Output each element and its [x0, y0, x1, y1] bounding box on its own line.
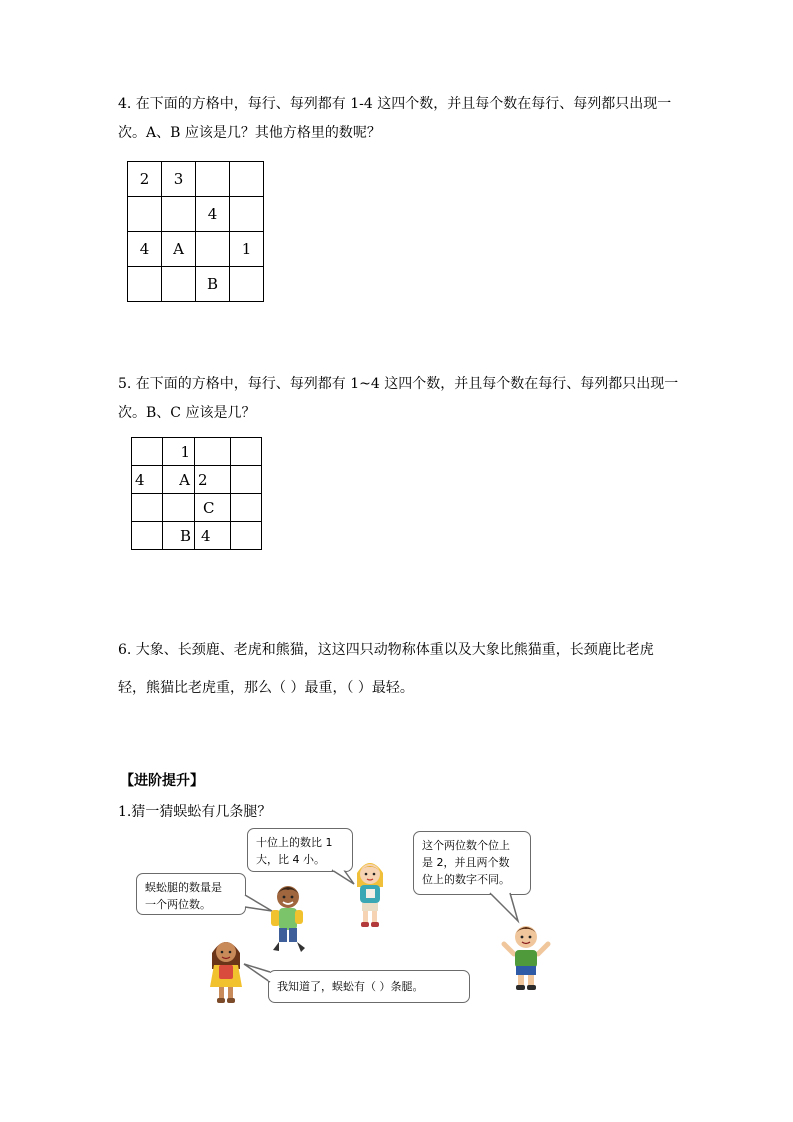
q4-cell: 4: [128, 232, 162, 267]
bubble-line: 蜈蚣腿的数量是: [145, 881, 222, 894]
boy-arms-up-icon: [500, 920, 552, 994]
advanced-question: 1.猜一猜蜈蚣有几条腿？: [118, 804, 272, 820]
q5-cell: [132, 494, 163, 522]
q5-text-line2: 次。B、C 应该是几？: [118, 405, 256, 421]
q5-cell: B: [163, 522, 195, 550]
q5-cell: 2: [195, 466, 231, 494]
bubble-tail: [242, 962, 272, 986]
bubble-line: 是 2，并且两个数: [422, 856, 510, 869]
speech-bubble-ones: [413, 831, 531, 895]
speech-bubble-two-digit: [136, 873, 246, 915]
q5-cell: [132, 438, 163, 466]
q4-cell: 3: [162, 162, 196, 197]
q4-cell: [162, 267, 196, 302]
q5-cell: C: [195, 494, 231, 522]
q4-text-line1: 4. 在下面的方格中，每行、每列都有 1-4 这四个数，并且每个数在每行、每列都只出现一: [118, 96, 672, 112]
bubble-line: 十位上的数比 1: [256, 836, 333, 849]
q4-text-line2: 次。A、B 应该是几？其他方格里的数呢？: [118, 125, 381, 141]
q4-cell: 1: [230, 232, 264, 267]
q5-cell: [163, 494, 195, 522]
bubble-line: 一个两位数。: [145, 898, 211, 911]
q5-cell: 4: [132, 466, 163, 494]
q4-cell: [128, 197, 162, 232]
q5-cell: A: [163, 466, 195, 494]
q4-cell: [230, 162, 264, 197]
boy-green-shirt-icon: [265, 882, 311, 954]
blonde-girl-icon: [350, 857, 390, 929]
q5-cell: [231, 466, 262, 494]
girl-yellow-dress-icon: [206, 935, 246, 1005]
q6-text-line2: 轻，熊猫比老虎重，那么（ ）最重，（ ）最轻。: [118, 680, 414, 696]
q4-cell: B: [196, 267, 230, 302]
q4-cell: [128, 267, 162, 302]
q5-cell: [195, 438, 231, 466]
speech-bubble-answer: [268, 970, 470, 1003]
bubble-line: 大，比 4 小。: [256, 853, 325, 866]
q5-cell: 1: [163, 438, 195, 466]
q4-cell: [162, 197, 196, 232]
q5-cell: 4: [195, 522, 231, 550]
q4-cell: 2: [128, 162, 162, 197]
q5-cell: [231, 438, 262, 466]
q4-cell: [230, 197, 264, 232]
q4-cell: 4: [196, 197, 230, 232]
q6-text-line1: 6. 大象、长颈鹿、老虎和熊猫，这这四只动物称体重以及大象比熊猫重，长颈鹿比老虎: [118, 642, 654, 658]
q5-text-line1: 5. 在下面的方格中，每行、每列都有 1~4 这四个数，并且每个数在每行、每列都只出现一: [118, 376, 679, 392]
speech-bubble-tens: [247, 828, 353, 872]
q5-cell: [231, 522, 262, 550]
q5-cell: [132, 522, 163, 550]
bubble-line: 这个两位数个位上: [422, 839, 510, 852]
bubble-line: 我知道了，蜈蚣有（ ）条腿。: [277, 980, 424, 993]
bubble-line: 位上的数字不同。: [422, 873, 510, 886]
section-title: 【进阶提升】: [120, 773, 204, 789]
q4-cell: [196, 232, 230, 267]
q4-cell: [230, 267, 264, 302]
q4-cell: [196, 162, 230, 197]
q5-cell: [231, 494, 262, 522]
q5-grid: [131, 437, 262, 550]
q4-cell: A: [162, 232, 196, 267]
q4-grid: [127, 161, 264, 302]
